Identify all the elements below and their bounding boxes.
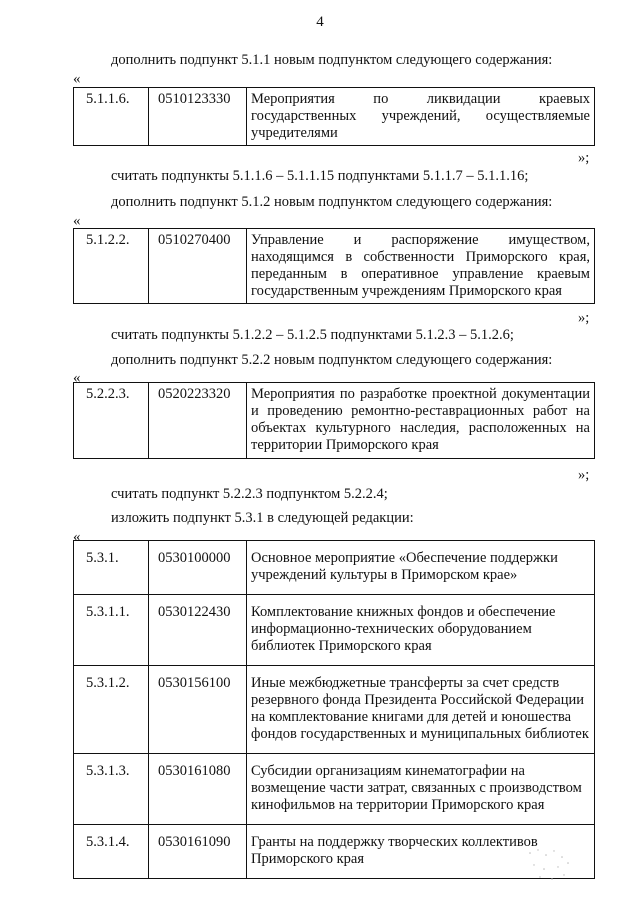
item-description: Управление и распоряжение имуществом, находящимся в собственности Приморского края, переданным в оперативное управление краевым государственным учреждениям Приморского края (247, 229, 595, 304)
item-description: Иные межбюджетные трансферты за счет средств резервного фонда Президента Российской Федерации на комплектование книгами для детей и юношества фондов государственных и муниципальных библиотек (247, 666, 595, 754)
table-row (74, 754, 595, 825)
item-number: 5.1.1.6. (74, 88, 149, 146)
open-quote: « (73, 370, 81, 386)
close-quote: »; (578, 467, 590, 483)
intro-text: дополнить подпункт 5.2.2 новым подпунктом следующего содержания: (111, 352, 553, 368)
item-code: 0510123330 (149, 88, 247, 146)
item-code: 0530161090 (149, 825, 247, 879)
item-code: 0530161080 (149, 754, 247, 825)
item-number: 5.3.1.1. (74, 595, 149, 666)
item-number: 5.3.1. (74, 541, 149, 595)
intro-text: дополнить подпункт 5.1.1 новым подпунктом следующего содержания: (111, 52, 553, 68)
item-code: 0530100000 (149, 541, 247, 595)
table-row (74, 666, 595, 754)
item-code: 0530122430 (149, 595, 247, 666)
item-description: Комплектование книжных фондов и обеспечение информационно-технических оборудованием библиотек Приморского края (247, 595, 595, 666)
intro-text: дополнить подпункт 5.1.2 новым подпунктом следующего содержания: (111, 194, 553, 210)
item-description: Мероприятия по разработке проектной документации и проведению ремонтно-реставрационных работ на объектах культурного наследия, расположенных на территории Приморского края (247, 383, 595, 459)
table-row (74, 88, 595, 146)
close-quote: »; (578, 150, 590, 166)
item-description: Гранты на поддержку творческих коллективов Приморского края (247, 825, 595, 879)
table-row (74, 383, 595, 459)
item-description: Основное мероприятие «Обеспечение поддержки учреждений культуры в Приморском крае» (247, 541, 595, 595)
item-code: 0520223320 (149, 383, 247, 459)
table-row (74, 229, 595, 304)
close-quote: »; (578, 310, 590, 326)
item-code: 0510270400 (149, 229, 247, 304)
renumber-text: считать подпункт 5.2.2.3 подпунктом 5.2.2.4; (111, 486, 388, 502)
amendment-table (73, 540, 595, 879)
open-quote: « (73, 529, 81, 545)
scan-marks (524, 845, 580, 885)
page-number: 4 (316, 14, 324, 30)
amendment-table (73, 382, 595, 459)
intro-text: изложить подпункт 5.3.1 в следующей редакции: (111, 510, 414, 526)
table-row (74, 595, 595, 666)
open-quote: « (73, 71, 81, 87)
item-code: 0530156100 (149, 666, 247, 754)
item-number: 5.1.2.2. (74, 229, 149, 304)
renumber-text: считать подпункты 5.1.2.2 – 5.1.2.5 подпунктами 5.1.2.3 – 5.1.2.6; (111, 327, 514, 343)
renumber-text: считать подпункты 5.1.1.6 – 5.1.1.15 подпунктами 5.1.1.7 – 5.1.1.16; (111, 168, 529, 184)
item-description: Субсидии организациям кинематографии на возмещение части затрат, связанных с производством кинофильмов на территории Приморского края (247, 754, 595, 825)
amendment-table (73, 87, 595, 146)
item-number: 5.3.1.2. (74, 666, 149, 754)
item-number: 5.3.1.4. (74, 825, 149, 879)
item-number: 5.3.1.3. (74, 754, 149, 825)
table-row (74, 825, 595, 879)
amendment-table (73, 228, 595, 304)
item-description: Мероприятия по ликвидации краевых государственных учреждений, осуществляемые учредителями (247, 88, 595, 146)
open-quote: « (73, 213, 81, 229)
item-number: 5.2.2.3. (74, 383, 149, 459)
table-row (74, 541, 595, 595)
